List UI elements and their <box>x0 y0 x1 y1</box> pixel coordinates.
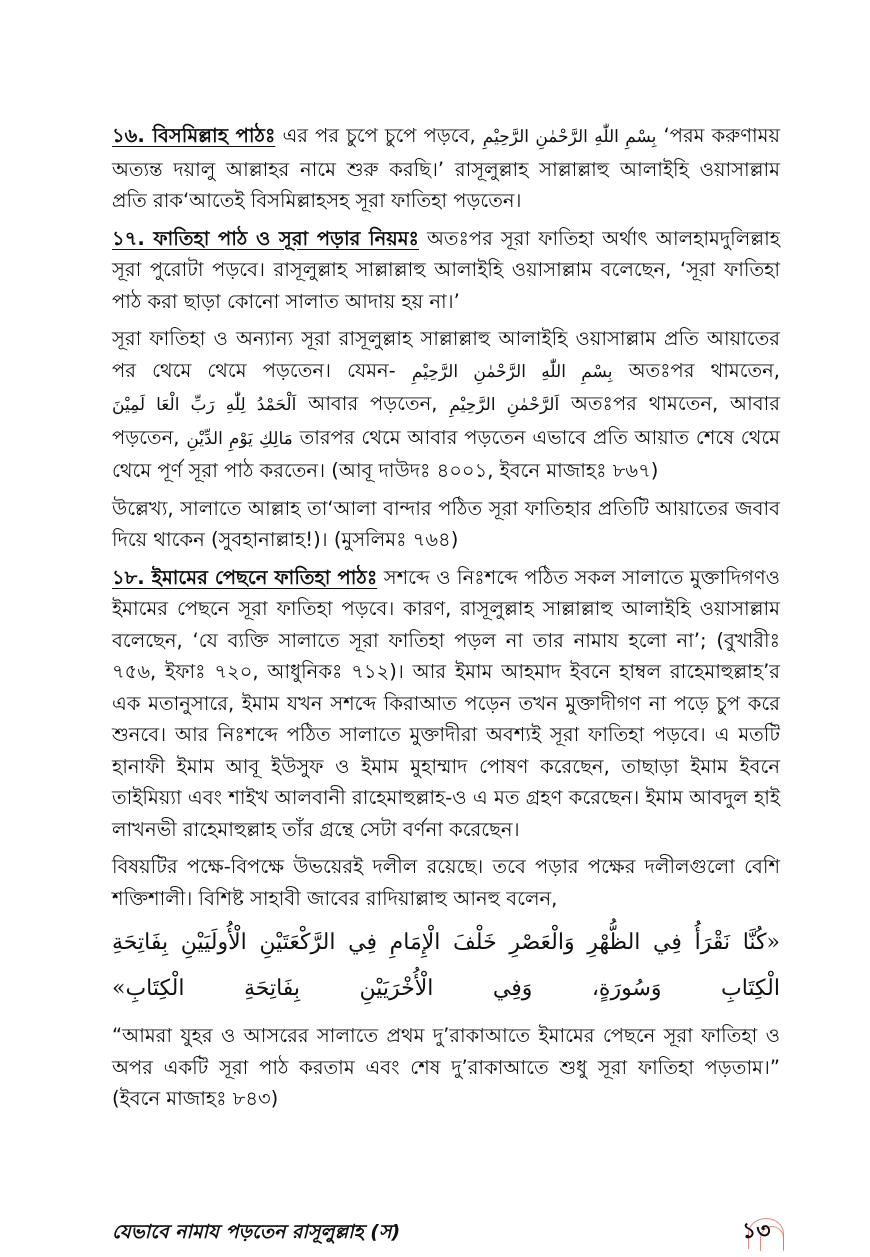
section-18-text: সশব্দে ও নিঃশব্দে পঠিত সকল সালাতে মুক্তাদিগণও ইমামের পেছনে সূরা ফাতিহা পড়বে। কারণ, রাসূলুল্লাহ সাল্লাল্লাহু আলাইহি ওয়াসাল্লাম বলেছেন, ‘যে ব্যক্তি সালাতে সূরা ফাতিহা পড়ল না তার নামায হলো না’; (বুখারীঃ ৭৫৬, ইফাঃ ৭২০, আধুনিকঃ ৭১২)। আর ইমাম আহমাদ ইবনে হাম্বল রাহেমাহুল্লাহ’র এক মতানুসারে, ইমাম যখন সশব্দে কিরাআত পড়েন তখন মুক্তাদীগণ না পড়ে চুপ করে শুনবে। আর নিঃশব্দে পঠিত সালাতে মুক্তাদীরা অবশ্যই সূরা ফাতিহা পড়বে। এ মতটি হানাফী ইমাম আবূ ইউসুফ ও ইমাম মুহাম্মাদ পোষণ করেছেন, তাছাড়া ইমাম ইবনে তাইমিয়্যা এবং শাইখ আলবানী রাহেমাহুল্লাহ-ও এ মত গ্রহণ করেছেন। ইমাম আবদুল হাই লাখনভী রাহেমাহুল্লাহ তাঁর গ্রন্থে সেটা বর্ণনা করেছেন। <box>112 565 780 841</box>
section-16-heading: ১৬. বিসমিল্লাহ পাঠঃ <box>112 124 276 147</box>
page-body <box>112 120 780 1121</box>
recitation-text-2: অতঃপর থামতেন, <box>612 358 780 382</box>
page-number: ১৩ <box>742 1219 771 1244</box>
note-text: উল্লেখ্য, সালাতে আল্লাহ তা‘আলা বান্দার পঠিত সূরা ফাতিহার প্রতিটি আয়াতের জবাব দিয়ে থাকেন (সুবহানাল্লাহ!)। (মুসলিমঃ ৭৬৪) <box>112 496 780 551</box>
section-17 <box>112 223 780 318</box>
hadith-arabic-line-1: «كُنَّا نَقْرَأُ فِي الظُّهْرِ وَالْعَصْرِ خَلْفَ الْإِمَامِ فِي الرَّكْعَتَيْنِ الْأُولَيَيْنِ بِفَاتِحَةِ <box>112 930 780 955</box>
section-18 <box>112 562 780 846</box>
evidence-text: বিষয়টির পক্ষে-বিপক্ষে উভয়েরই দলীল রয়েছে। তবে পড়ার পক্ষের দলীলগুলো বেশি শক্তিশালী। বিশিষ্ট সাহাবী জাবের রাদিয়াল্লাহু আনহু বলেন, <box>112 855 780 910</box>
recitation-text-3: আবার পড়তেন, <box>296 392 450 415</box>
book-title-footer: যেভাবে নামায পড়তেন রাসূলুল্লাহ (স) <box>112 1221 401 1243</box>
section-17-text: অতঃপর সূরা ফাতিহা অর্থাৎ আলহামদুলিল্লাহ সূরা পুরোটা পড়বে। রাসূলুল্লাহ সাল্লাল্লাহু আলাইহি ওয়াসাল্লাম বলেছেন, ‘সূরা ফাতিহা পাঠ করা ছাড়া কোনো সালাত আদায় হয় না।’ <box>112 226 781 313</box>
section-16 <box>112 120 780 217</box>
recitation-text-1: সূরা ফাতিহা ও অন্যান্য সূরা রাসূলুল্লাহ সাল্লাল্লাহু আলাইহি ওয়াসাল্লাম প্রতি আয়াতের পর থেমে থেমে পড়তেন। যেমন- <box>112 327 780 382</box>
section-17-note <box>112 493 780 556</box>
section-18-heading: ১৮. ইমামের পেছনে ফাতিহা পাঠঃ <box>112 565 378 589</box>
arrahman-arabic: اَلرَّحْمٰنِ الرَّحِيْمِ <box>449 395 560 415</box>
bismillah-arabic: بِسْمِ اللّٰهِ الرَّحْمٰنِ الرَّحِيْمِ <box>482 127 657 147</box>
translation-text: “আমরা যুহর ও আসরের সালাতে প্রথম দু’রাকাআতে ইমামের পেছনে সূরা ফাতিহা ও অপর একটি সূরা পাঠ করতাম এবং শেষ দু’রাকাআতে শুধু সূরা ফাতিহা পড়তাম।” (ইবনে মাজাহঃ ৮৪৩) <box>112 1024 780 1110</box>
alhamdulillah-arabic: اَلْحَمْدُ لِلّٰهِ رَبِّ الْعَا لَمِيْنَ <box>112 395 297 415</box>
recitation-text-4: অতঃপর থামতেন, আবার পড়তেন, <box>112 392 781 449</box>
section-17-recitation <box>112 323 780 487</box>
section-17-heading: ১৭. ফাতিহা পাঠ ও সূরা পড়ার নিয়মঃ <box>112 226 419 250</box>
section-16-text-2: ‘পরম করুণাময় অত্যন্ত দয়ালু আল্লাহর নামে শুরু করছি।’ রাসূলুল্লাহ সাল্লাল্লাহু আলাইহি ওয়াসাল্লাম প্রতি রাক‘আতেই বিসমিল্লাহসহ সূরা ফাতিহা পড়তেন। <box>112 124 780 212</box>
bismillah-arabic-2: بِسْمِ اللّٰهِ الرَّحْمٰنِ الرَّحِيْمِ <box>411 361 613 382</box>
hadith-arabic-quote <box>112 920 780 1012</box>
section-18-evidence <box>112 851 780 914</box>
hadith-arabic-line-2: الْكِتَابِ وَسُورَةٍ، وَفِي الْأُخْرَيَيْنِ بِفَاتِحَةِ الْكِتَابِ» <box>112 976 780 1001</box>
section-16-text-1: এর পর চুপে চুপে পড়বে, <box>275 124 483 147</box>
maliki-arabic: مَالِكِ يَوْمِ الدِّيْنِ <box>186 428 293 449</box>
hadith-translation <box>112 1020 780 1115</box>
recitation-text-5: তারপর থেমে আবার পড়তেন এভাবে প্রতি আয়াত শেষে থেমে থেমে পূর্ণ সূরা পাঠ করতেন। (আবূ দাউদঃ ৪০০১, ইবনে মাজাহঃ ৮৬৭) <box>112 425 780 482</box>
